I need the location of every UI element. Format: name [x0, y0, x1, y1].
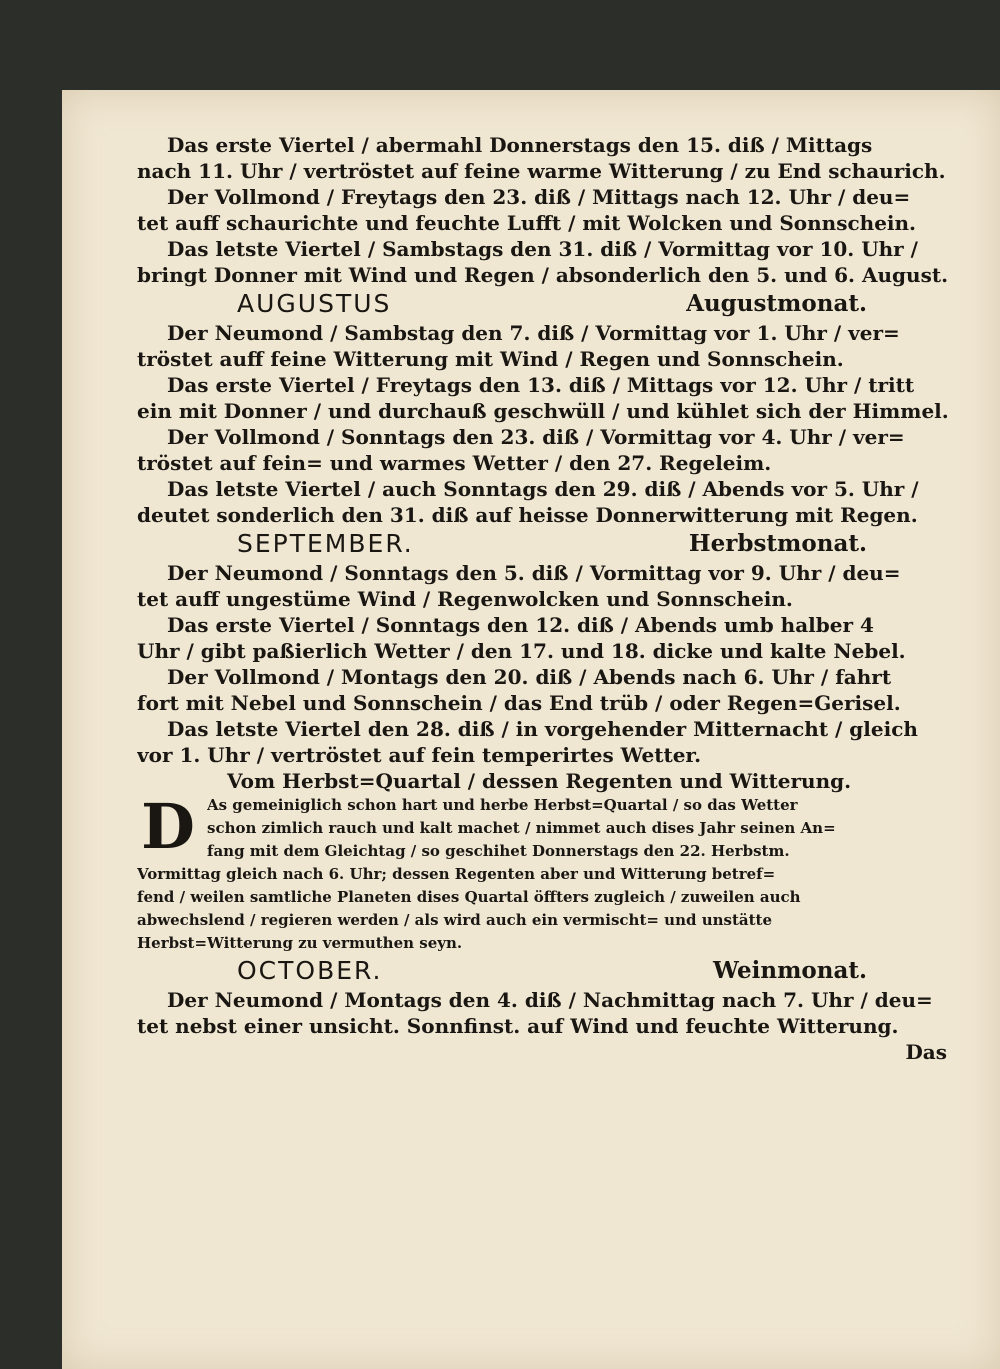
text-line: Der Neumond / Sambstag den 7. diß / Vormittag vor 1. Uhr / ver=	[167, 321, 900, 345]
autumn-quarter-paragraph-continued	[137, 863, 957, 955]
month-latin-name: AUGUSTUS	[237, 289, 392, 318]
text-line: fort mit Nebel und Sonnschein / das End trüb / oder Regen=Gerisel.	[137, 691, 901, 715]
text-line: tet auff schaurichte und feuchte Lufft / mit Wolcken und Sonnschein.	[137, 211, 917, 235]
text-line: Uhr / gibt paßierlich Wetter / den 17. und 18. dicke und kalte Nebel.	[137, 639, 906, 663]
text-line: nach 11. Uhr / vertröstet auf feine warme Witterung / zu End schaurich.	[137, 159, 946, 183]
month-latin-name: SEPTEMBER.	[237, 529, 414, 558]
text-line: vor 1. Uhr / vertröstet auf fein temperirtes Wetter.	[137, 743, 702, 767]
text-line: Das letste Viertel den 28. diß / in vorgehender Mitternacht / gleich	[167, 717, 918, 741]
month-heading-september	[137, 528, 957, 560]
month-german-name: Weinmonat.	[713, 957, 867, 984]
text-line: tröstet auff feine Witterung mit Wind / Regen und Sonnschein.	[137, 347, 844, 371]
month-heading-august	[137, 288, 957, 320]
month-german-name: Herbstmonat.	[688, 530, 867, 557]
text-line: Vormittag gleich nach 6. Uhr; dessen Regenten aber und Witterung betref=	[137, 865, 776, 883]
text-line: As gemeiniglich schon hart und herbe Herbst=Quartal / so das Wetter	[207, 796, 798, 814]
document-page	[62, 90, 1000, 1369]
text-line: fang mit dem Gleichtag / so geschihet Donnerstags den 22. Herbstm.	[207, 842, 790, 860]
catchword: Das	[905, 1040, 947, 1064]
text-line: deutet sonderlich den 31. diß auf heisse Donnerwitterung mit Regen.	[137, 503, 918, 527]
july-paragraphs	[137, 132, 957, 288]
text-line: Das erste Viertel / Freytags den 13. diß / Mittags vor 12. Uhr / tritt	[167, 373, 915, 397]
month-heading-october	[137, 955, 957, 987]
text-line: Das erste Viertel / Sonntags den 12. diß / Abends umb halber 4	[167, 613, 874, 637]
text-line: Das erste Viertel / abermahl Donnerstags den 15. diß / Mittags	[167, 133, 873, 157]
text-line: tröstet auf fein= und warmes Wetter / den 27. Regeleim.	[137, 451, 772, 475]
month-latin-name: OCTOBER.	[237, 956, 383, 985]
text-line: Herbst=Witterung zu vermuthen seyn.	[137, 934, 463, 952]
text-line: Der Neumond / Montags den 4. diß / Nachmittag nach 7. Uhr / deu=	[167, 988, 933, 1012]
text-line: Das letste Viertel / auch Sonntags den 29. diß / Abends vor 5. Uhr /	[167, 477, 919, 501]
text-line: schon zimlich rauch und kalt machet / nimmet auch dises Jahr seinen An=	[207, 819, 836, 837]
august-paragraphs	[137, 320, 957, 528]
september-paragraphs	[137, 560, 957, 768]
month-german-name: Augustmonat.	[686, 290, 867, 317]
text-line: fend / weilen samtliche Planeten dises Quartal öffters zugleich / zuweilen auch	[137, 888, 801, 906]
autumn-quarter-paragraph	[137, 790, 957, 863]
text-line: Der Vollmond / Freytags den 23. diß / Mittags nach 12. Uhr / deu=	[167, 185, 911, 209]
drop-cap-initial: D	[141, 790, 195, 863]
text-line: Der Vollmond / Montags den 20. diß / Abends nach 6. Uhr / fahrt	[167, 665, 892, 689]
autumn-quarter-heading: Vom Herbst=Quartal / dessen Regenten und Witterung.	[227, 769, 852, 793]
text-line: Das letste Viertel / Sambstags den 31. diß / Vormittag vor 10. Uhr /	[167, 237, 918, 261]
text-line: tet auff ungestüme Wind / Regenwolcken und Sonnschein.	[137, 587, 793, 611]
text-line: Der Vollmond / Sonntags den 23. diß / Vormittag vor 4. Uhr / ver=	[167, 425, 905, 449]
october-paragraphs	[137, 987, 957, 1039]
text-line: tet nebst einer unsicht. Sonnfinst. auf Wind und feuchte Witterung.	[137, 1014, 899, 1038]
document-text	[137, 132, 957, 1065]
text-line: ein mit Donner / und durchauß geschwüll / und kühlet sich der Himmel.	[137, 399, 949, 423]
text-line: abwechslend / regieren werden / als wird auch ein vermischt= und unstätte	[137, 911, 773, 929]
text-line: bringt Donner mit Wind und Regen / absonderlich den 5. und 6. August.	[137, 263, 949, 287]
text-line: Der Neumond / Sonntags den 5. diß / Vormittag vor 9. Uhr / deu=	[167, 561, 901, 585]
